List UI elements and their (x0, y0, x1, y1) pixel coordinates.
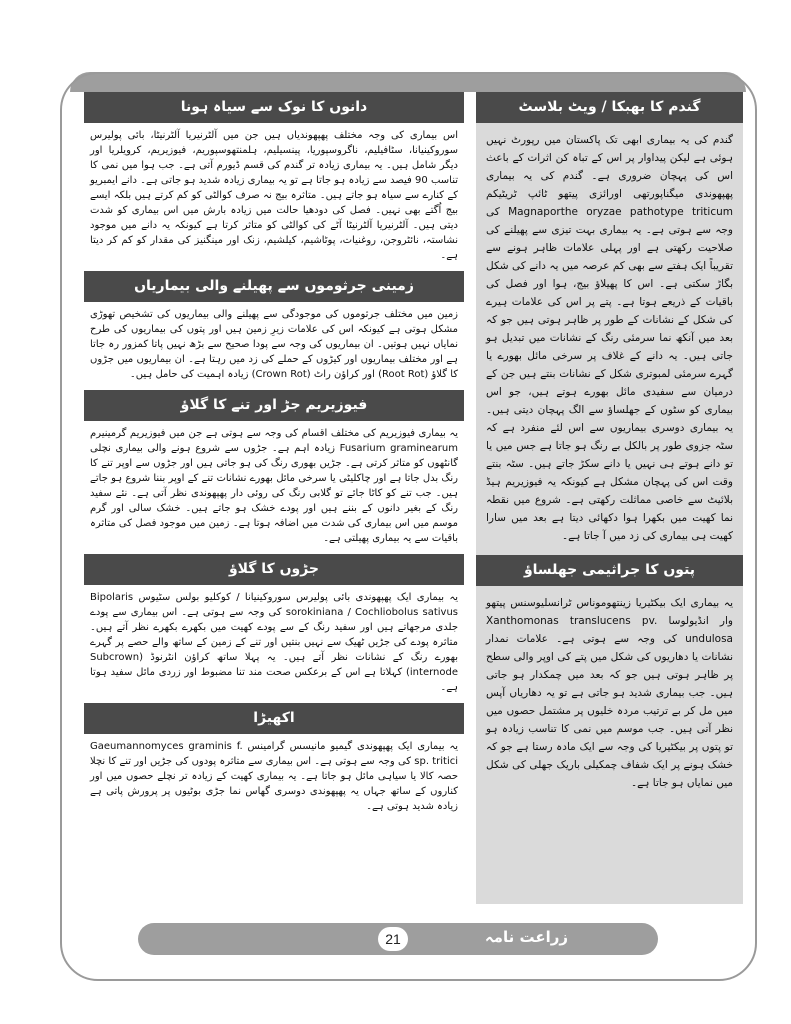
section-take-all (84, 703, 464, 818)
section-text: یہ بیماری ایک پھپھوندی گیمیو مانیسس گرامینس Gaeumannomyces graminis f. sp. tritici کی وجہ سے ہوتی ہے۔ اس بیماری سے متاثرہ پودوں کی جڑیں اور تنے کا نچلا حصہ کالا یا سیاہی مائل ہو جاتا ہے۔ یہ بیماری کھیت کے زیادہ تر نچلے حصوں میں اور کناروں کے ساتھ جہاں یہ پھپھوندی دوسری گھاس نما جڑی بوٹیوں پر پرورش پاتی ہے زیادہ شدید ہوتی ہے۔ (90, 741, 459, 812)
section-text: گندم کی یہ بیماری ابھی تک پاکستان میں رپورٹ نہیں ہوئی ہے لیکن پیداوار پر اس کے تباہ کن اثرات کے باعث اس کی پہچان ضروری ہے۔ گندم کی یہ بیماری پھپھوندی میگناپورتھی اورائزی پیتھو ٹائپ ٹریٹیکم Magnaporthe oryzae pathotype triticum کی وجہ سے ہوتی ہے۔ یہ بیماری بہت تیزی سے پھیلنے کی صلاحیت رکھتی ہے اور پہلی علامات ظاہر ہونے سے تقریباً ایک ہفتے سے بھی کم عرصہ میں یہ دانے کی شکل بگاڑ سکتی ہے۔ اس کا پھیلاؤ بیج، ہوا اور فصل کی باقیات کے ذریعے ہوتا ہے۔ پتے پر اس کی علامات ہیرے کی شکل کے نشانات کے طور پر ظاہر ہوتی ہیں جو کہ بعد میں آنکھ نما سرمئی رنگ کے نشانات میں تبدیل ہو جاتی ہیں۔ یہ دانے کے غلاف پر سرخی مائل بھورے یا گہرے سرمئی لمبوتری شکل کے نشانات بنتے ہیں جن کے درمیان سے سفیدی مائل بھورے ہوتے ہیں، جو اس بیماری کو سٹوں کے جھلساؤ سے الگ پہچان دیتی ہیں۔ یہ بیماری دوسری بیماریوں سے اس لئے منفرد ہے کہ سٹہ جزوی طور پر بالکل بے رنگ ہو جاتا ہے جس میں یا تو دانے ہوتے ہی نہیں یا دانے سکڑ جاتے ہیں۔ سٹہ بنتے وقت اس کی پہچان مشکل ہے کیونکہ یہ فیوزیریم ہیڈ بلائیٹ سے خاصی مماثلت رکھتی ہے۔ شروع میں نقطہ نما کھیت میں بکھرا ہوا دکھائی دیتا ہے بعد میں سارا کھیت ہی بیماری کی زد میں آ جاتا ہے۔ (486, 134, 733, 542)
section-title: زمینی جرثوموں سے پھیلنے والی بیماریاں (84, 271, 464, 302)
section-title: فیوزیریم جڑ اور تنے کا گلاؤ (84, 390, 464, 421)
section-text: اس بیماری کی وجہ مختلف پھپھوندیاں ہیں جن میں آلٹرنیریا آلٹرنیٹا، بائی پولیرس سوروکینیانا، سٹافیلیم، ناگروسپوریا، پینسیلیم، ہلمنتھوسپوریم، فیوزیریم، کرویلریا اور دیگر شامل ہیں۔ یہ بیماری زیادہ تر گندم کی قسم ڈیورم آتی ہے۔ جب ہوا میں نمی کا تناسب 90 فیصد سے زیادہ ہو جاتا ہے تو یہ بیماری زیادہ شدید ہو جاتی ہے۔ دانے ایمبریو کے کنارے سے سیاہ ہو جاتے ہیں۔ متاثرہ بیج نہ صرف کوالٹی کو کم کرتے ہیں بلکہ ایسے بیج اُگتے بھی نہیں۔ فصل کی دودھیا حالت میں زیادہ بارش میں اس بیماری کو شدت دیتی ہیں۔ آلٹرنیریا آلٹرنیٹا آٹے کی کوالٹی کو متاثر کرتا ہے کیونکہ یہ دانے میں موجود نشاستہ، نائٹروجن، روغنیات، پوٹاشیم، کیلشیم، زنک اور مینگنیز کی مقدار کو کم کر دیتا ہے۔ (90, 130, 458, 261)
section-soil-borne-diseases (84, 271, 464, 386)
section-title: اکھیڑا (84, 703, 464, 734)
section-text: یہ بیماری ایک بیکٹیریا زینتھوموناس ٹرانسلیوسنس پیتھو وار انڈیولوسا Xanthomonas translucens pv. undulosa کی وجہ سے ہوتی ہے۔ علامات نمدار نشانات یا دھاریوں کی شکل میں پتے کی اوپر والی سطح پر ظاہر ہوتی ہیں جو کہ بعد میں چمکدار ہو جاتی ہیں۔ جب بیماری شدید ہو جاتی ہے تو یہ دھاریاں آپس میں مل کر بے ترتیب مردہ خلیوں پر مشتمل حصوں میں نظر آتی ہیں۔ جب موسم میں نمی کا تناسب زیادہ ہو تو پتوں پر بیکٹیریا کی وجہ سے ایک مادہ رستا ہے جو کہ خشک ہونے پر ایک شفاف چمکیلی باریک جھلی کی شکل میں نمایاں ہو جاتا ہے۔ (486, 597, 733, 789)
section-text: یہ بیماری فیوزیریم کی مختلف اقسام کی وجہ سے ہوتی ہے جن میں فیوزیریم گرمینیرم Fusarium graminearum زیادہ اہم ہے۔ جڑوں سے شروع ہونے والی بیماری نچلی گانٹھوں کو متاثر کرتی ہے۔ جڑیں بھوری رنگ کی ہو جاتی ہیں اور جڑوں سے اوپر تنے کا رنگ بدل جاتا ہے اور چاکلیٹی یا سرخی مائل بھورے نشانات تنے کے اوپر بننا شروع ہو جاتے ہیں۔ جب تنے کو کاٹا جائے تو گلابی رنگ کی روئی دار پھپھوندی نظر آتی ہے۔ نئے سفید رنگ کے بغیر دانوں کے بننے ہیں اور پودے خشک ہو جاتے ہیں۔ خشک سالی اور گرم موسم میں اس بیماری کی شدت میں اضافہ ہوتا ہے۔ زمین میں موجود فصل کی متاثرہ باقیات سے یہ بیماری پھیلتی ہے۔ (90, 428, 458, 544)
section-title: جڑوں کا گلاؤ (84, 554, 464, 585)
section-title: پتوں کا جراثیمی جھلساؤ (476, 555, 743, 586)
section-title: گندم کا بھبکا / ویٹ بلاسٹ (476, 92, 743, 123)
right-column (476, 92, 743, 904)
section-title: دانوں کا نوک سے سیاہ ہونا (84, 92, 464, 123)
section-text: یہ بیماری ایک پھپھوندی بائی پولیرس سوروکینیانا / کوکلیو بولس سٹیوس Bipolaris sorokiniana / Cochliobolus sativus کی وجہ سے ہوتی ہے۔ اس بیماری سے پودے جلدی مرجھاتے ہیں اور سفید رنگ کے سے پودے کھیت میں بکھرے بکھرے نظر آتے ہیں۔ متاثرہ پودے کی جڑیں ٹھیک سے نہیں بنتیں اور تنے کے زمین کے ساتھ والے حصے پر گہرے بھورے رنگ کے نشانات نظر آتے ہیں۔ یہ پہلا ساتھ کراؤن انٹرنوڈ (Subcrown internode) کہلاتا ہے اس کے برعکس صحت مند تنا مضبوط اور زردی مائل سفید ہوتا ہے۔ (90, 592, 458, 693)
section-fusarium-rot (84, 390, 464, 550)
page-number: 21 (378, 927, 408, 951)
section-black-point (84, 92, 464, 267)
footer-bar (138, 923, 658, 955)
magazine-logo: زراعت نامہ (484, 928, 568, 946)
section-wheat-blast (476, 92, 743, 551)
section-root-rot (84, 554, 464, 699)
left-column (84, 92, 464, 822)
section-text: زمین میں مختلف جرثوموں کی موجودگی سے پھیلنے والی بیماریوں کی تشخیص تھوڑی مشکل ہوتی ہے کیونکہ اس کی علامات زیرِ زمین ہیں اور پتوں کی بیماریوں کی طرح نمایاں نہیں ہوتیں۔ ان بیماریوں کی وجہ سے پودا صحیح سے بڑھ نہیں پاتا کمزور رہ جاتا ہے اور مختلف بیماریوں اور کیڑوں کے حملے کی زد میں رہتا ہے۔ ان بیماریوں میں جڑوں کا گلاؤ (Root Rot) اور کراؤن راٹ (Crown Rot) زیادہ اہمیت کی حامل ہیں۔ (90, 309, 458, 380)
section-bacterial-leaf-streak (476, 555, 743, 798)
